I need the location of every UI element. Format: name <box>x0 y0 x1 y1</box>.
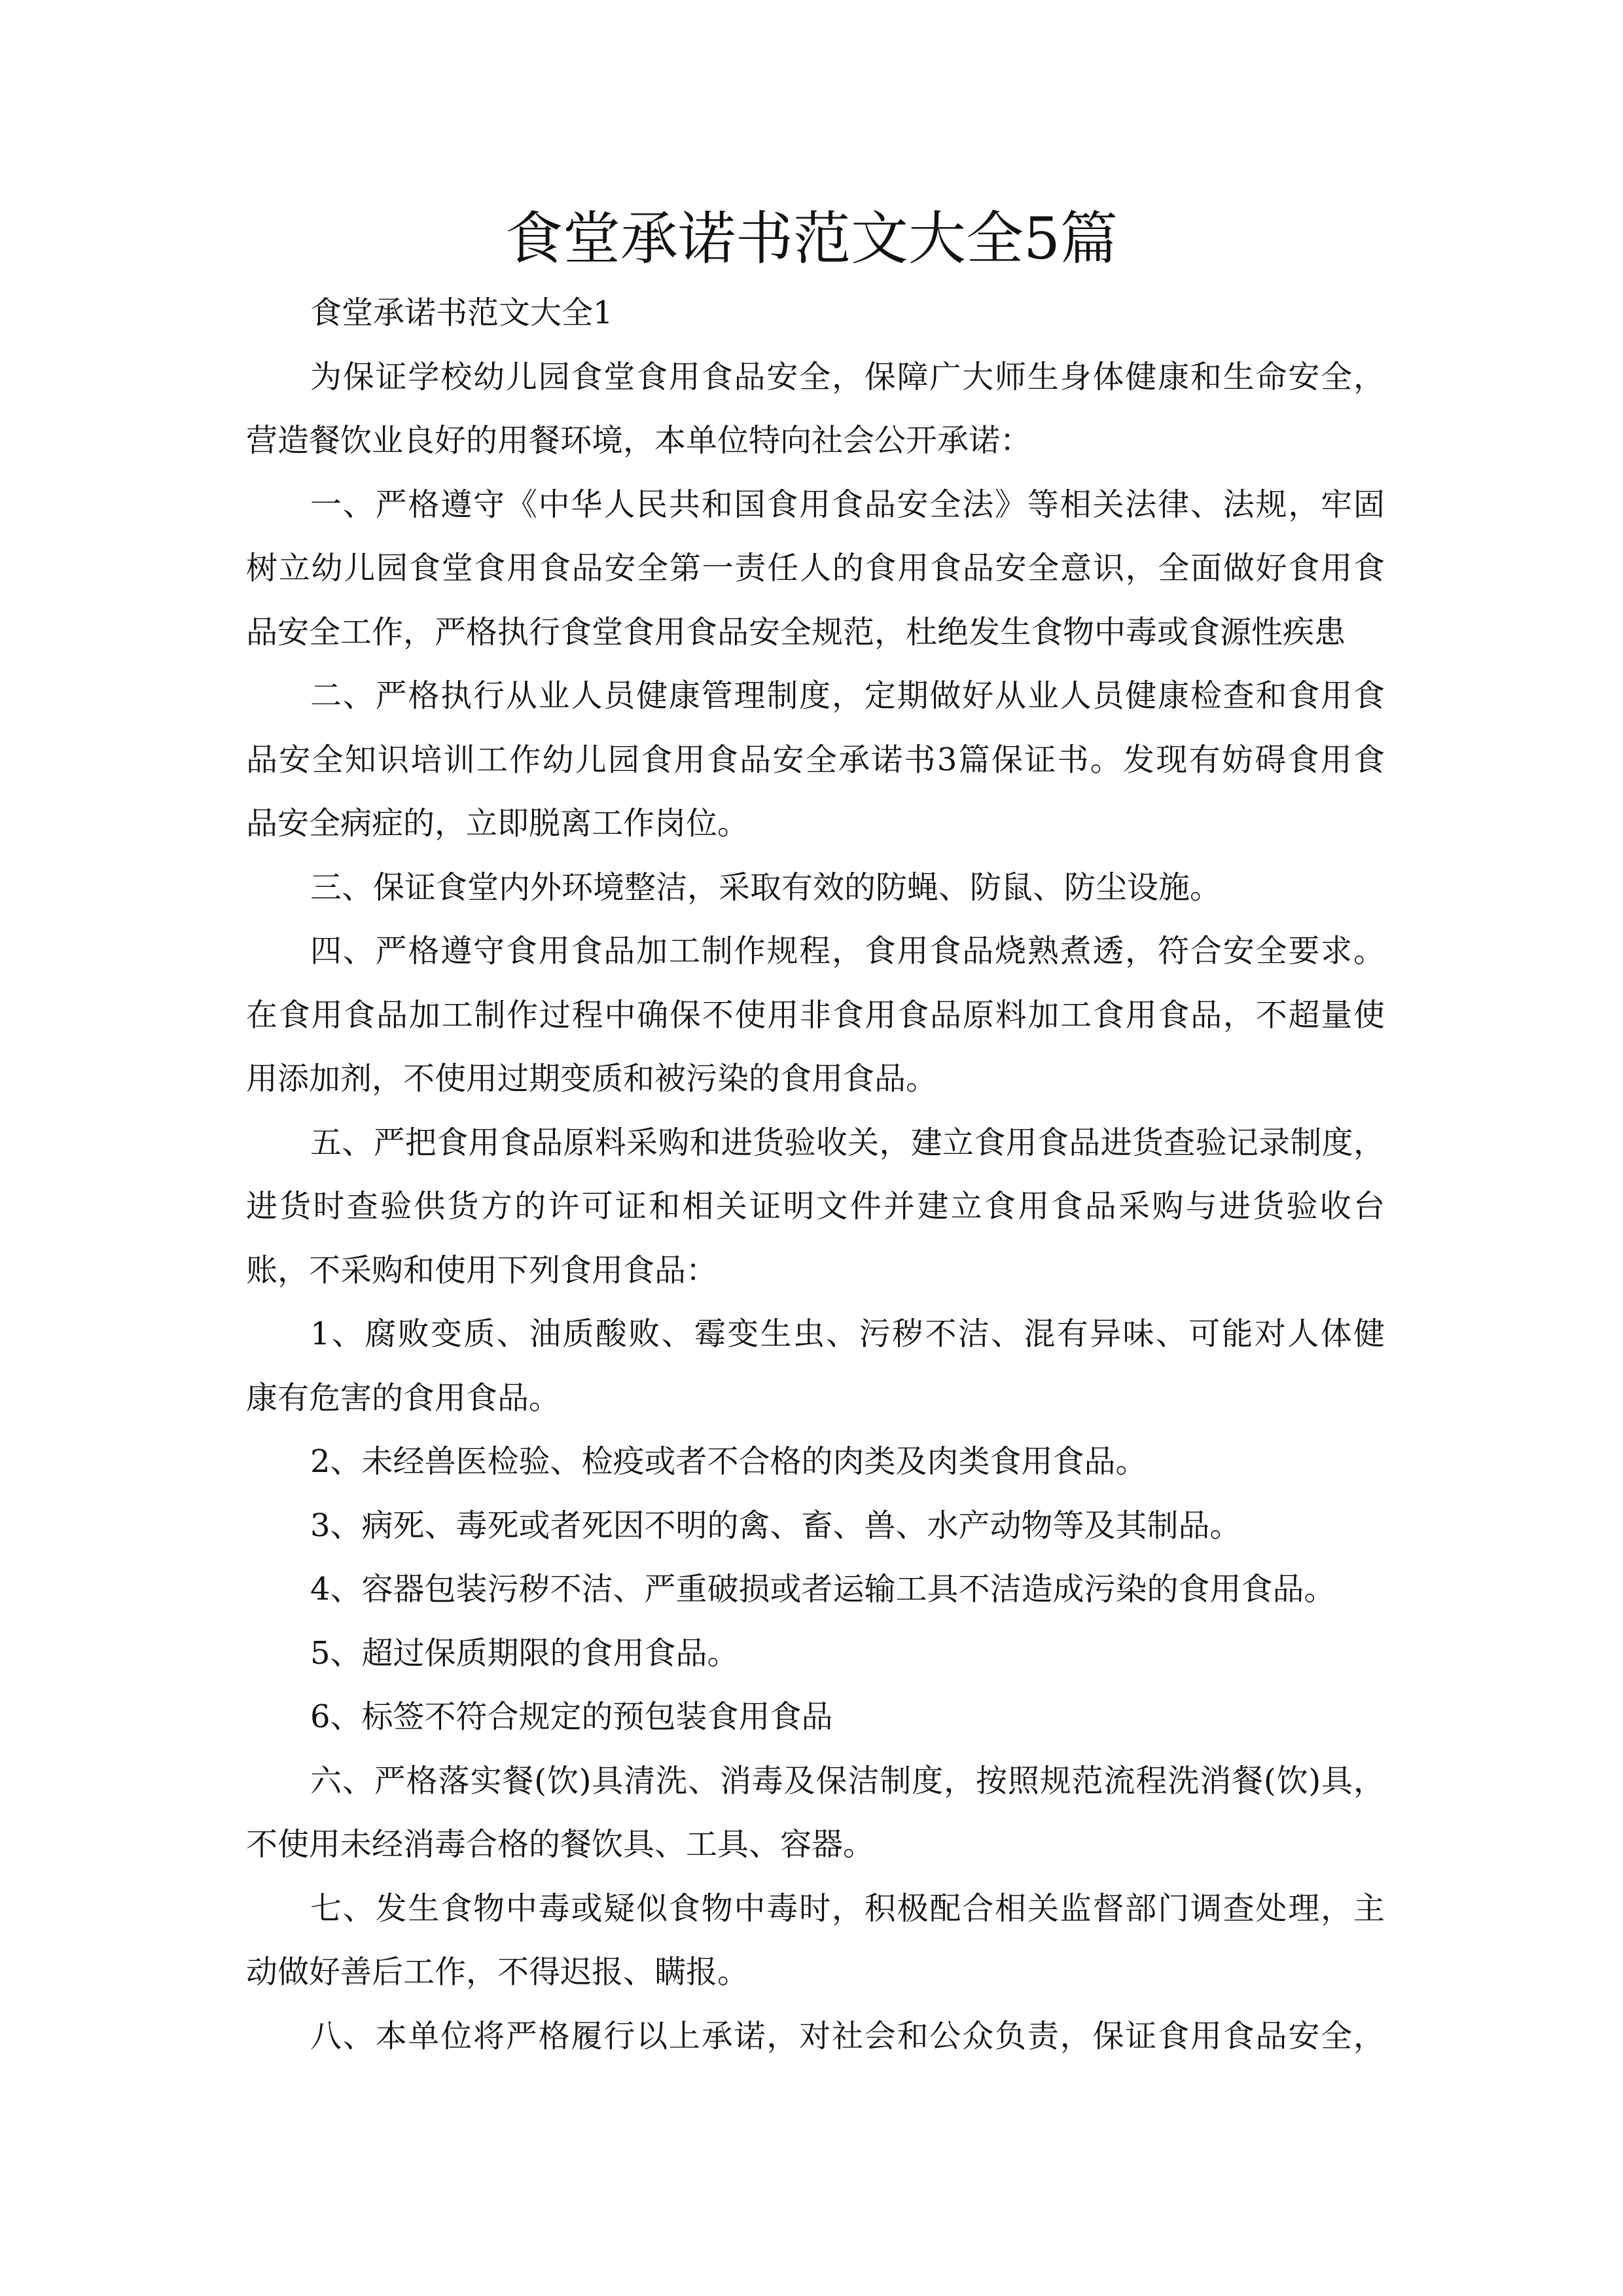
paragraph <box>246 1111 1385 1303</box>
text-line: 在食用食品加工制作过程中确保不使用非食用食品原料加工食用食品，不超量使 <box>246 996 1385 1033</box>
text-line: 2、未经兽医检验、检疫或者不合格的肉类及肉类食用食品。 <box>310 1443 1147 1480</box>
text-line: 品安全知识培训工作幼儿园食用食品安全承诺书3篇保证书。发现有妨碍食用食 <box>246 741 1385 778</box>
text-line: 二、严格执行从业人员健康管理制度，定期做好从业人员健康检查和食用食 <box>310 677 1385 714</box>
text-line: 品安全工作，严格执行食堂食用食品安全规范，杜绝发生食物中毒或食源性疾患 <box>246 613 1346 651</box>
text-line: 食堂承诺书范文大全1 <box>310 295 613 331</box>
text-line: 六、严格落实餐(饮)具清洗、消毒及保洁制度，按照规范流程洗消餐(饮)具， <box>310 1762 1385 1799</box>
text-line: 四、严格遵守食用食品加工制作规程，食用食品烧熟煮透，符合安全要求。 <box>310 933 1385 969</box>
document-title: 食堂承诺书范文大全5篇 <box>505 205 1118 272</box>
paragraph <box>246 1558 1385 1622</box>
text-line: 1、腐败变质、油质酸败、霉变生虫、污秽不洁、混有异味、可能对人体健 <box>310 1316 1385 1352</box>
text-line: 账，不采购和使用下列食用食品： <box>246 1251 718 1289</box>
text-line: 5、超过保质期限的食用食品。 <box>310 1634 739 1672</box>
text-line: 为保证学校幼儿园食堂食用食品安全，保障广大师生身体健康和生命安全， <box>310 358 1385 395</box>
paragraph <box>246 1430 1385 1494</box>
text-line: 4、容器包装污秽不洁、严重破损或者运输工具不洁造成污染的食用食品。 <box>310 1571 1336 1607</box>
text-line: 一、严格遵守《中华人民共和国食用食品安全法》等相关法律、法规，牢固 <box>310 486 1385 523</box>
text-line: 康有危害的食用食品。 <box>246 1379 561 1416</box>
document-body <box>246 281 1385 2068</box>
paragraph <box>246 346 1385 473</box>
text-line: 八、本单位将严格履行以上承诺，对社会和公众负责，保证食用食品安全， <box>310 2017 1385 2054</box>
text-line: 进货时查验供货方的许可证和相关证明文件并建立食用食品采购与进货验收台 <box>246 1188 1385 1225</box>
text-line: 五、严把食用食品原料采购和进货验收关，建立食用食品进货查验记录制度， <box>310 1124 1385 1161</box>
text-line: 不使用未经消毒合格的餐饮具、工具、容器。 <box>246 1826 875 1863</box>
paragraph <box>246 281 1385 346</box>
text-line: 用添加剂，不使用过期变质和被污染的食用食品。 <box>246 1060 938 1097</box>
text-line: 动做好善后工作，不得迟报、瞒报。 <box>246 1954 749 1990</box>
text-line: 3、病死、毒死或者死因不明的禽、畜、兽、水产动物等及其制品。 <box>310 1507 1241 1544</box>
paragraph <box>246 1622 1385 1686</box>
paragraph <box>246 2005 1385 2069</box>
paragraph <box>246 1302 1385 1430</box>
paragraph <box>246 1749 1385 1877</box>
paragraph <box>246 664 1385 856</box>
text-line: 营造餐饮业良好的用餐环境，本单位特向社会公开承诺： <box>246 422 1032 459</box>
text-line: 树立幼儿园食堂食用食品安全第一责任人的食用食品安全意识，全面做好食用食 <box>246 550 1385 586</box>
text-line: 6、标签不符合规定的预包装食用食品 <box>310 1698 833 1735</box>
text-line: 七、发生食物中毒或疑似食物中毒时，积极配合相关监督部门调查处理，主 <box>310 1890 1385 1927</box>
paragraph <box>246 920 1385 1111</box>
text-line: 品安全病症的，立即脱离工作岗位。 <box>246 805 749 842</box>
paragraph <box>246 1494 1385 1558</box>
text-line: 三、保证食堂内外环境整洁，采取有效的防蝇、防鼠、防尘设施。 <box>310 869 1222 906</box>
paragraph <box>246 1685 1385 1749</box>
paragraph <box>246 856 1385 920</box>
paragraph <box>246 473 1385 665</box>
paragraph <box>246 1877 1385 2005</box>
